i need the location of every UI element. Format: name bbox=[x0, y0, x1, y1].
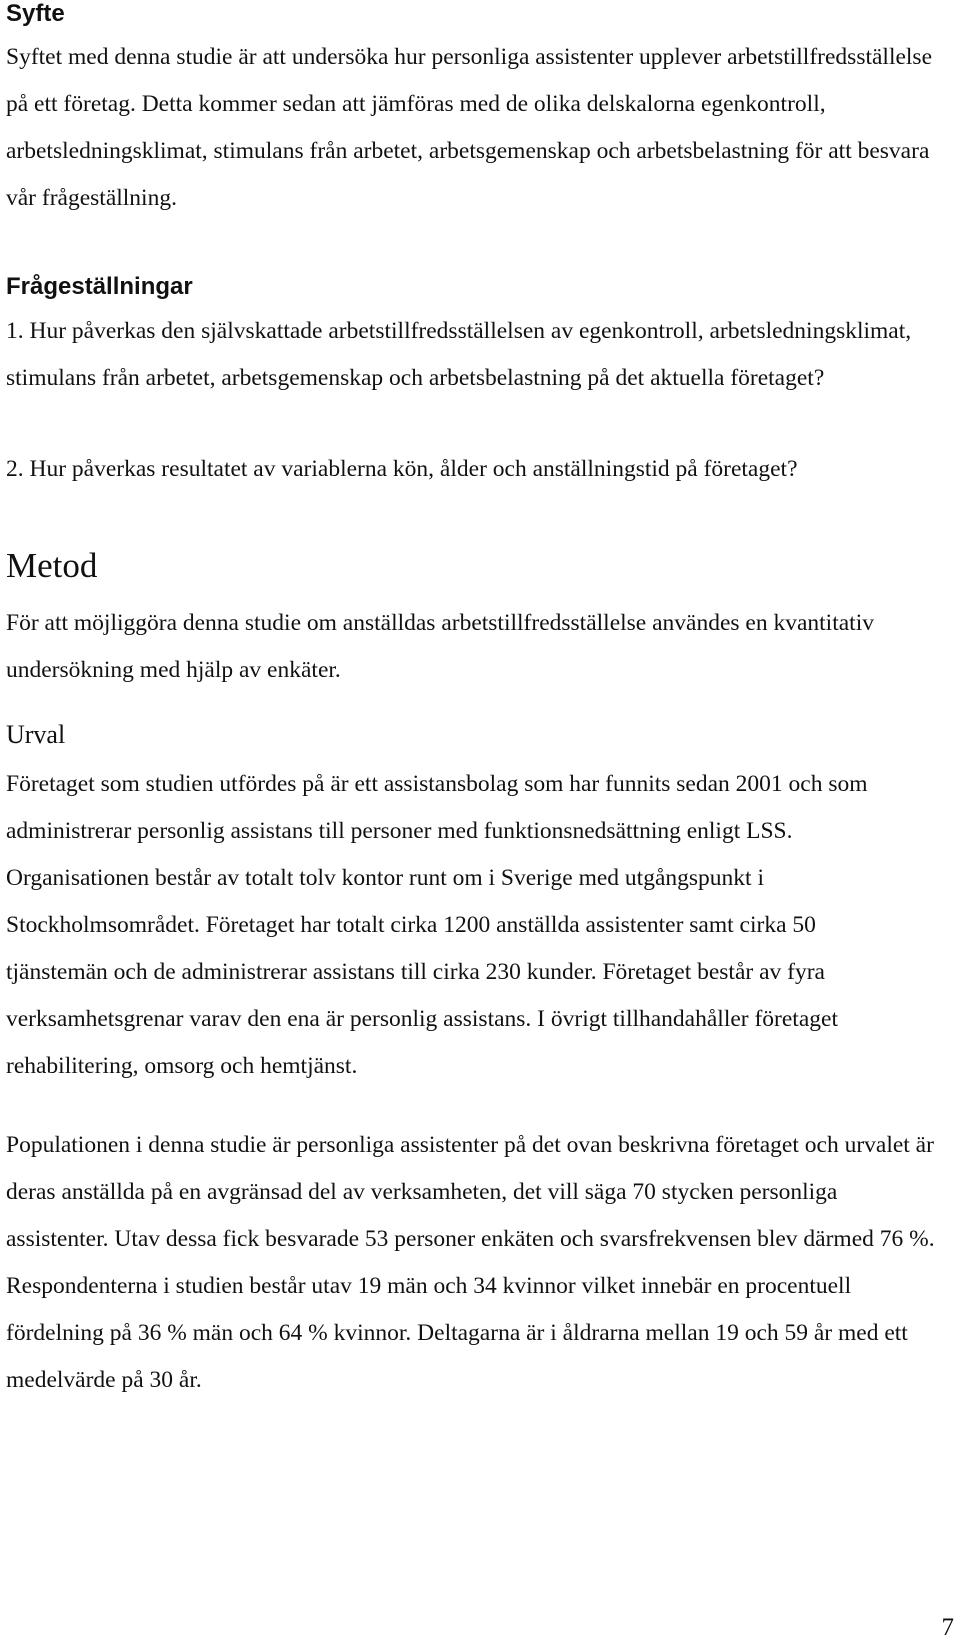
urval-paragraph-1: Företaget som studien utfördes på är ett assistansbolag som har funnits sedan 2001 och som administrerar personlig assistans till personer med funktionsnedsättning enligt LSS. Organisationen består av totalt tolv kontor runt om i Sverige med utgångspunkt i Stockholmsområdet. Företaget har totalt cirka 1200 anställda assistenter samt cirka 50 tjänstemän och de administrerar assistans till cirka 230 kunder. Företaget består av fyra verksamhetsgrenar varav den ena är personlig assistans. I övrigt tillhandahåller företaget rehabilitering, omsorg och hemtjänst. bbox=[6, 771, 868, 1079]
page-number: 7 bbox=[941, 1614, 954, 1641]
section-heading-metod: Metod bbox=[6, 546, 98, 585]
research-question-1: 1. Hur påverkas den självskattade arbetstillfredsställelsen av egenkontroll, arbetsledningsklimat, stimulans från arbetet, arbetsgemenskap och arbetsbelastning på det aktuella företaget? bbox=[6, 318, 912, 391]
syfte-paragraph: Syftet med denna studie är att undersöka hur personliga assistenter upplever arbetstillfredsställelse på ett företag. Detta kommer sedan att jämföras med de olika delskalorna egenkontroll, arbetsledningsklimat, stimulans från arbetet, arbetsgemenskap och arbetsbelastning för att besvara vår frågeställning. bbox=[6, 44, 933, 211]
research-question-2: 2. Hur påverkas resultatet av variablerna kön, ålder och anställningstid på företaget? bbox=[6, 456, 798, 482]
metod-paragraph: För att möjliggöra denna studie om anställdas arbetstillfredsställelse användes en kvantitativ undersökning med hjälp av enkäter. bbox=[6, 610, 874, 683]
section-heading-urval: Urval bbox=[6, 720, 66, 749]
section-heading-syfte: Syfte bbox=[6, 0, 65, 27]
section-heading-fragestallningar: Frågeställningar bbox=[6, 273, 193, 300]
urval-paragraph-2: Populationen i denna studie är personliga assistenter på det ovan beskrivna företaget och urvalet är deras anställda på en avgränsad del av verksamheten, det vill säga 70 stycken personliga assistenter. Utav dessa fick besvarade 53 personer enkäten och svarsfrekvensen blev därmed 76 %. Respondenterna i studien består utav 19 män och 34 kvinnor vilket innebär en procentuell fördelning på 36 % män och 64 % kvinnor. Deltagarna är i åldrarna mellan 19 och 59 år med ett medelvärde på 30 år. bbox=[6, 1132, 935, 1393]
